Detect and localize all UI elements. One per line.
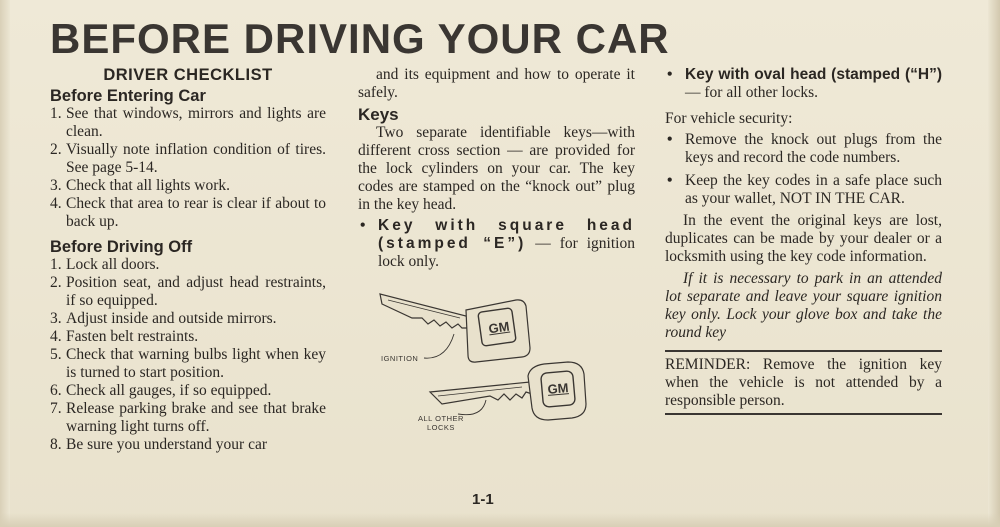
list-item: 4. Check that area to rear is clear if about to back up. [50, 195, 326, 230]
page-title: BEFORE DRIVING YOUR CAR [50, 15, 670, 62]
continuation-text: and its equipment and how to operate it safely. [358, 66, 635, 101]
other-locks-label-line2: LOCKS [426, 423, 455, 432]
column-checklist [50, 66, 326, 454]
list-item: 6. Check all gauges, if so equipped. [50, 382, 272, 399]
list-item: 1. See that windows, mirrors and lights are clean. [50, 105, 326, 140]
page-number: 1-1 [472, 491, 494, 508]
bullet-icon: • [667, 131, 673, 148]
column-keys [358, 66, 635, 271]
ignition-label: IGNITION [381, 354, 419, 363]
security-item: • Keep the key codes in a safe place such as your wallet, NOT IN THE CAR. [667, 172, 942, 207]
bullet-icon: • [667, 66, 673, 83]
lost-keys-paragraph: In the event the original keys are lost, duplicates can be made by your dealer or a locksmith using the key code information. [665, 212, 942, 265]
list-item: 7. Release parking brake and see that brake warning light turns off. [50, 400, 326, 435]
before-driving-heading: Before Driving Off [50, 238, 193, 256]
ignition-leader-line [424, 334, 454, 358]
square-key-bullet [358, 217, 635, 271]
security-item: • Remove the knock out plugs from the keys and record the code numbers. [667, 131, 942, 166]
oval-key-bullet [665, 66, 942, 102]
oval-key-logo: GM [546, 380, 570, 397]
security-intro: For vehicle security: [665, 110, 793, 127]
keys-heading: Keys [358, 105, 399, 124]
page-edge-right [988, 0, 1000, 527]
reminder-label: REMINDER: [665, 356, 751, 373]
list-item: 5. Check that warning bulbs light when key is turned to start position. [50, 346, 326, 381]
list-item: 3. Adjust inside and outside mirrors. [50, 310, 277, 327]
checklist-title: DRIVER CHECKLIST [103, 66, 273, 84]
column-security [665, 66, 942, 415]
reminder-box [665, 350, 942, 415]
before-entering-heading: Before Entering Car [50, 87, 206, 105]
parking-note: If it is necessary to park in an attended lot separate and leave your square ignition key only. Lock your glove box and take the round key [665, 270, 942, 341]
bullet-icon: • [360, 217, 366, 234]
page-edge-left [0, 0, 10, 527]
list-item: 1. Lock all doors. [50, 256, 160, 273]
other-locks-label-line1: ALL OTHER [418, 414, 464, 423]
page-bottom-shadow [0, 513, 1000, 527]
other-locks-leader-line [458, 400, 486, 415]
square-key-label: Key with square head (stamped “E”) [378, 217, 635, 252]
oval-key-label: Key with oval head (stamped (“H”) [685, 66, 942, 83]
square-key-logo: GM [487, 318, 511, 337]
list-item: 8. Be sure you understand your car [50, 436, 268, 453]
other-locks-label [418, 414, 464, 432]
square-key-text: — for ignition lock only. [378, 235, 635, 270]
keys-illustration [372, 288, 612, 438]
list-item: 3. Check that all lights work. [50, 177, 231, 194]
oval-key-text: — for all other locks. [685, 84, 819, 101]
before-entering-list [50, 105, 326, 231]
bullet-icon: • [667, 172, 673, 189]
list-item: 2. Position seat, and adjust head restraints, if so equipped. [50, 274, 326, 309]
list-item: 4. Fasten belt restraints. [50, 328, 199, 345]
keys-paragraph: Two separate identifiable keys—with different cross section — are provided for the lock cylinders on your car. The key codes are stamped on the “knock out” plug in the key head. [358, 124, 635, 213]
list-item: 2. Visually note inflation condition of tires. See page 5-14. [50, 141, 326, 176]
reminder-text: Remove the ignition key when the vehicle is not attended by a responsible person. [665, 356, 942, 409]
before-driving-list [50, 256, 326, 454]
